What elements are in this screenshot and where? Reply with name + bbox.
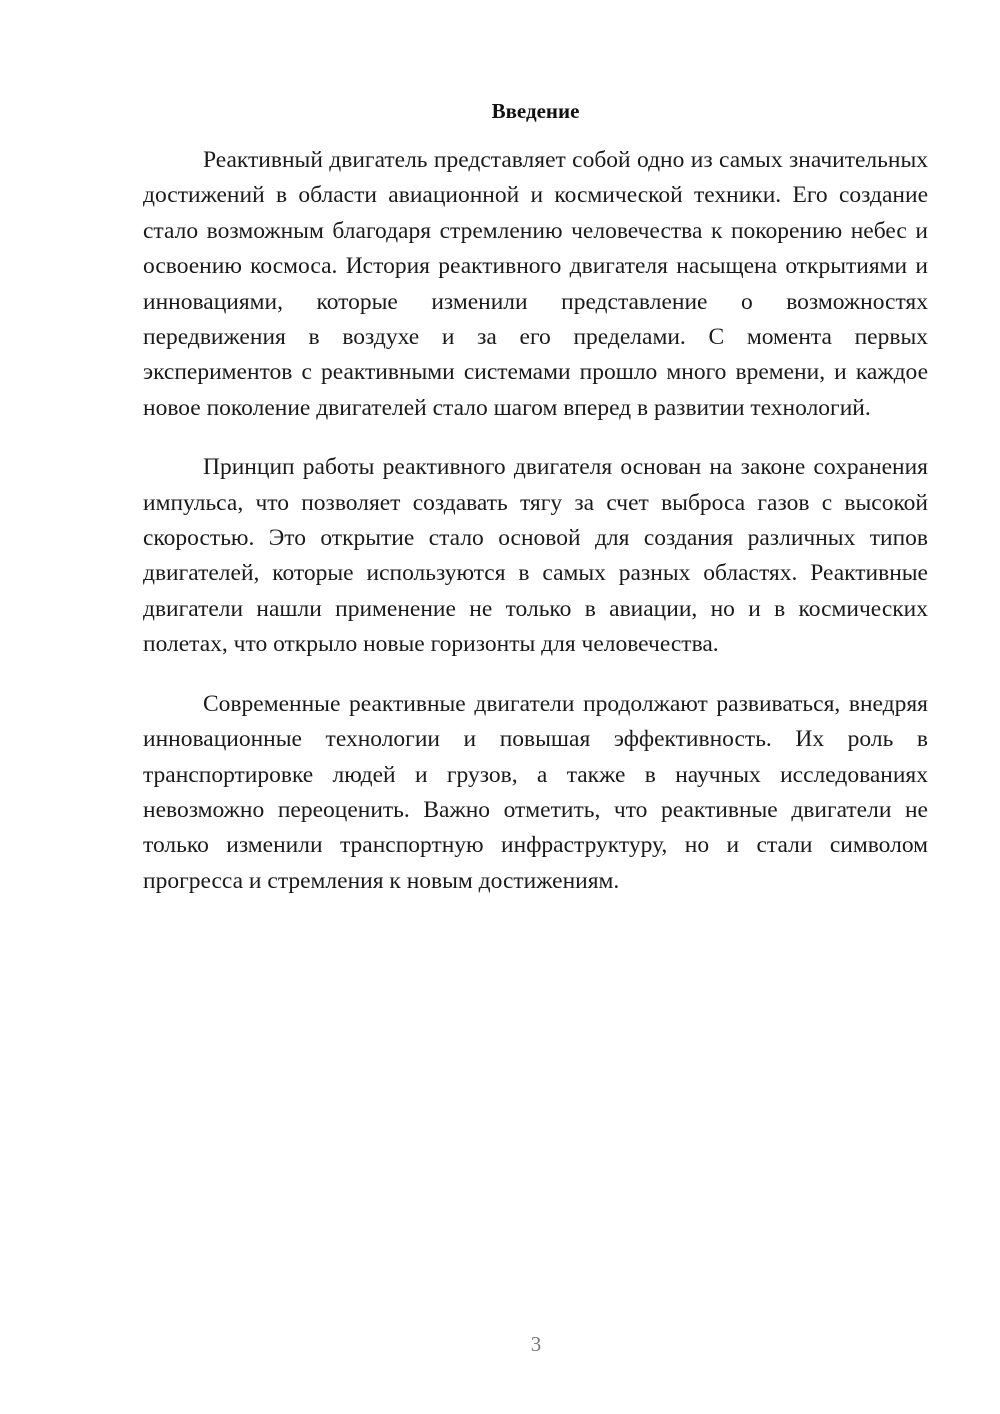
paragraph-2: Принцип работы реактивного двигателя основан на законе сохранения импульса, что позволяет создавать тягу за счет выброса газов с высокой скоростью. Это открытие стало основой для создания различных типов двигателей, которые используются в самых разных областях. Реактивные двигатели нашли применение не только в авиации, но и в космических полетах, что открыло новые горизонты для человечества. [143, 454, 928, 658]
paragraph-3: Современные реактивные двигатели продолжают развиваться, внедряя инновационные технологии и повышая эффективность. Их роль в транспортировке людей и грузов, а также в научных исследованиях невозможно переоценить. Важно отметить, что реактивные двигатели не только изменили транспортную инфраструктуру, но и стали символом прогресса и стремления к новым достижениям. [143, 690, 928, 894]
paragraph-1: Реактивный двигатель представляет собой одно из самых значительных достижений в области авиационной и космической техники. Его создание стало возможным благодаря стремлению человечества к покорению небес и освоению космоса. История реактивного двигателя насыщена открытиями и инновациями, которые изменили представление о возможностях передвижения в воздухе и за его пределами. С момента первых экспериментов с реактивными системами прошло много времени, и каждое новое поколение двигателей стало шагом вперед в развитии технологий. [143, 147, 928, 421]
page-content [143, 96, 928, 923]
section-heading: Введение [491, 99, 580, 123]
page-number: 3 [530, 1332, 542, 1356]
